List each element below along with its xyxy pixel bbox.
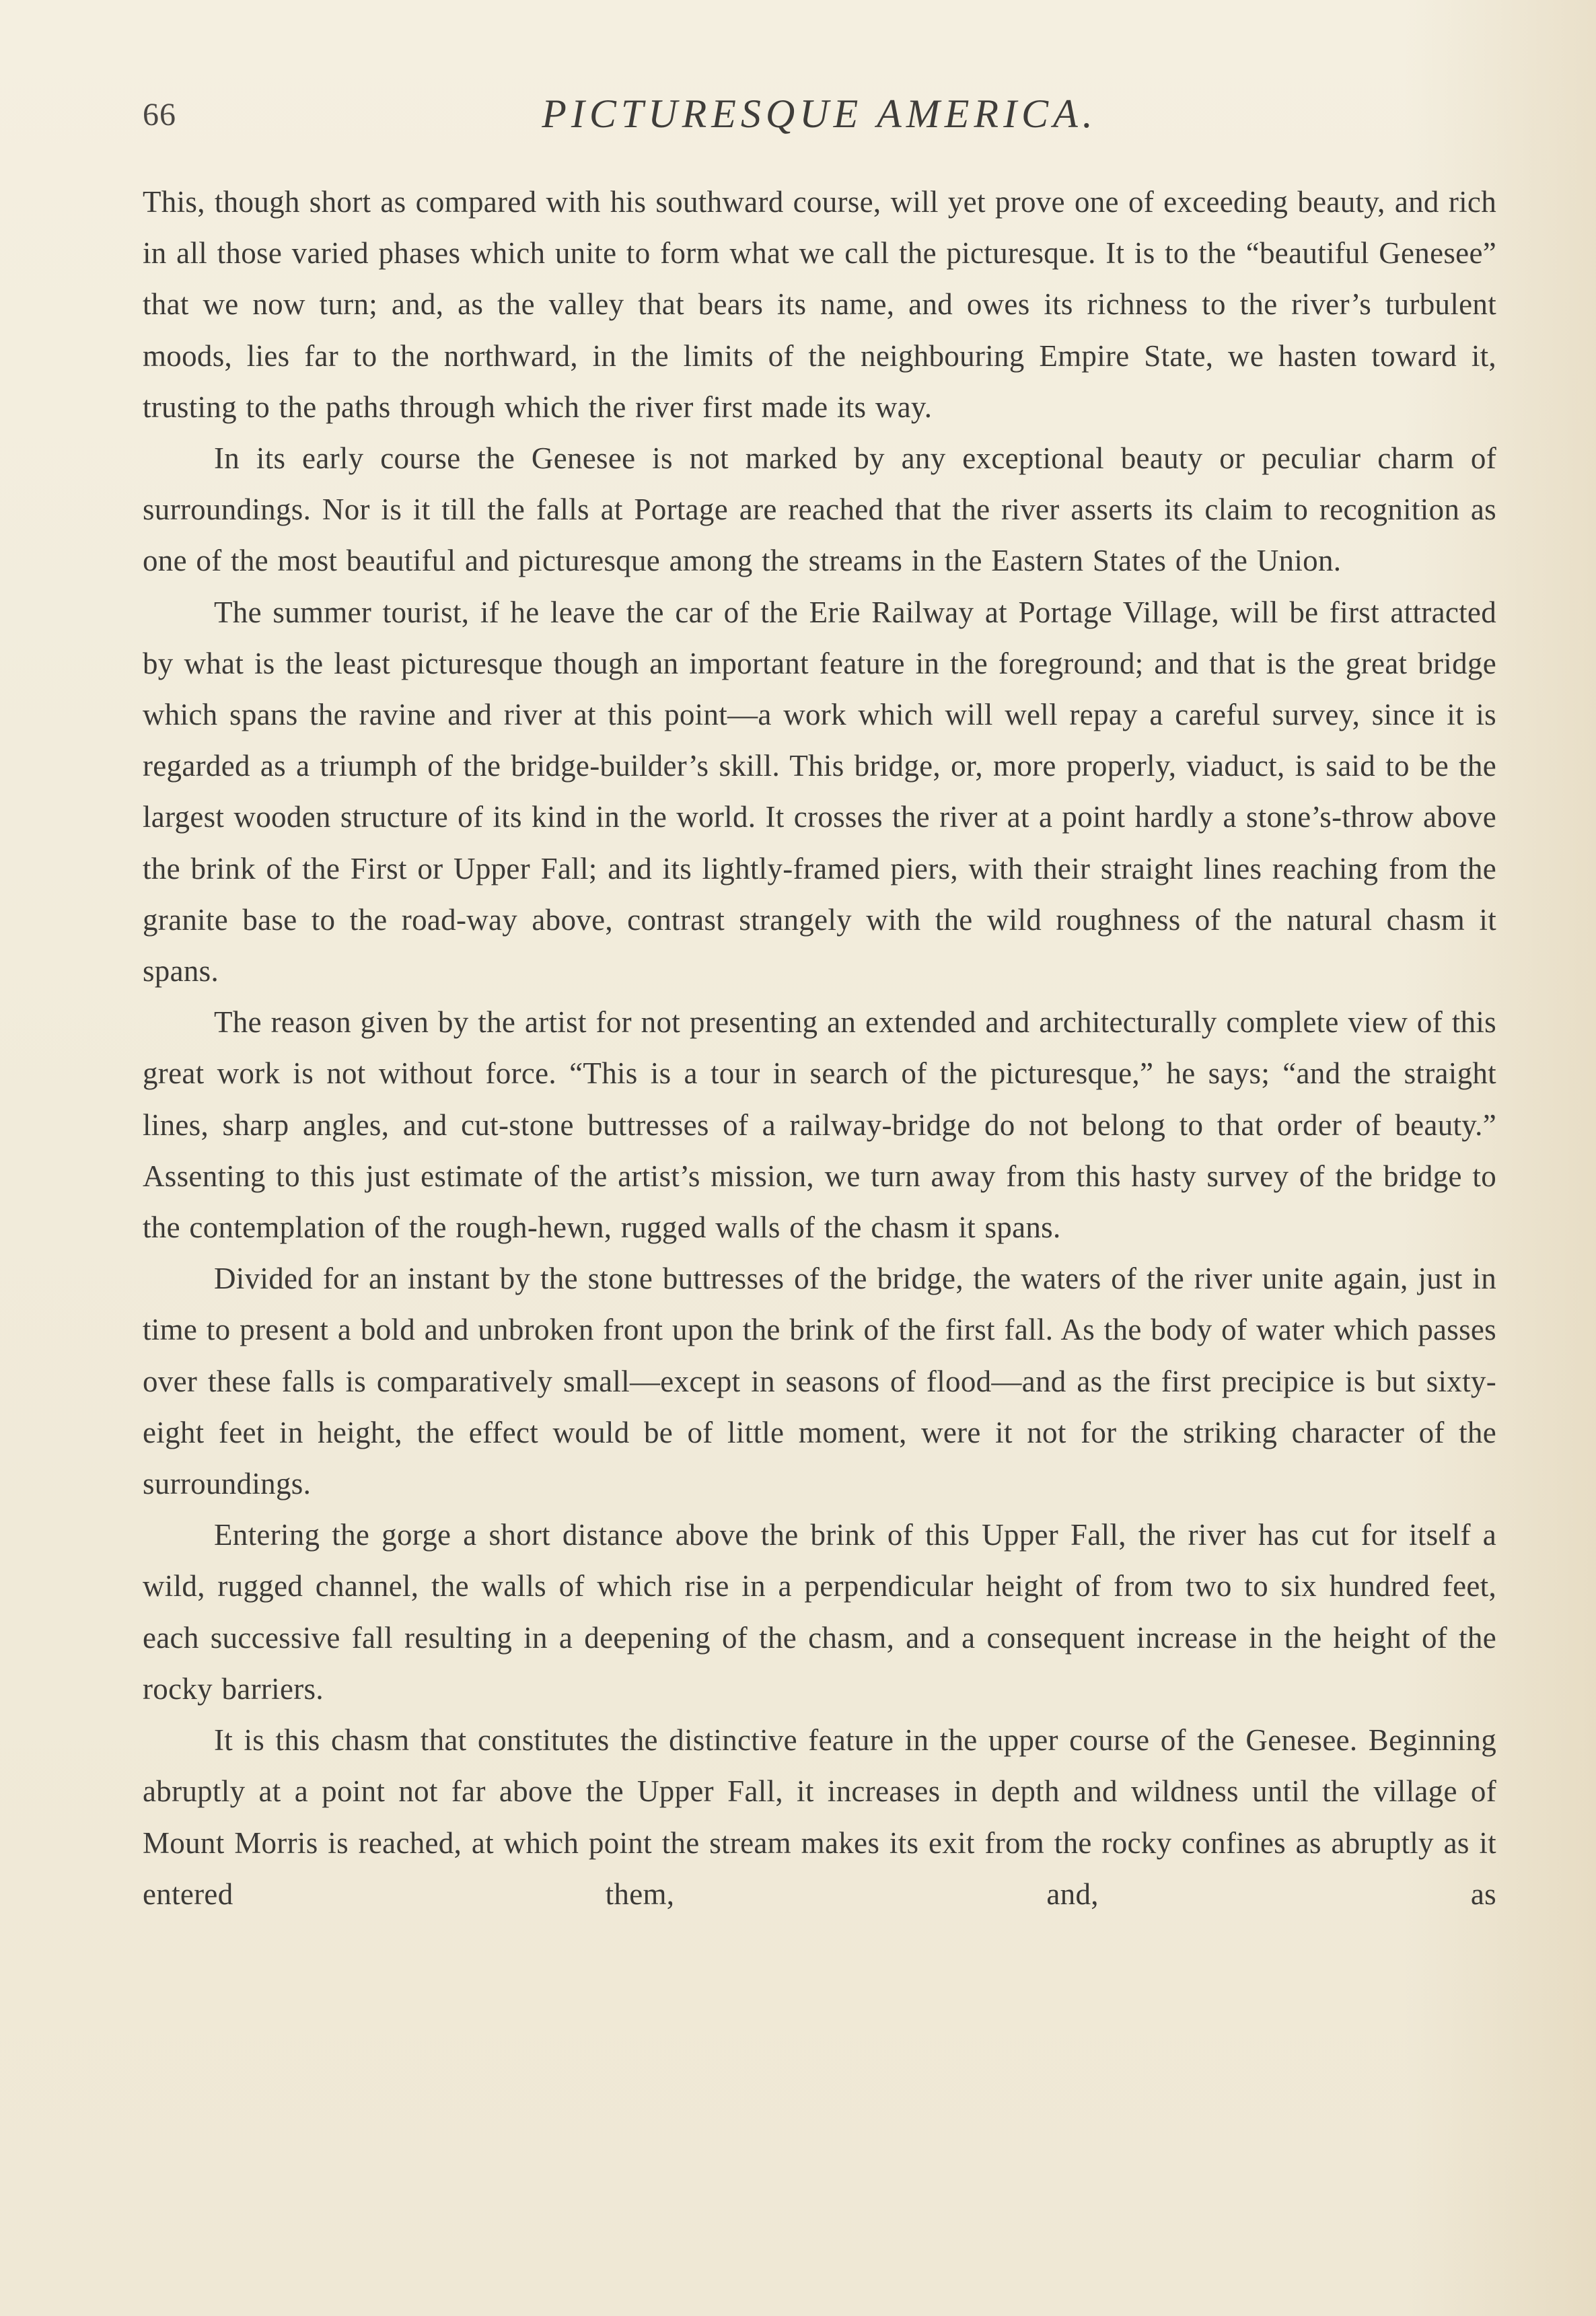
paragraph-5: Divided for an instant by the stone buttresses of the bridge, the waters of the river unite again, just in time to present a bold and unbroken front upon the brink of the first fall. As the body of water which passes over these falls is comparatively small—except in seasons of flood—and as the first precipice is but sixty-eight feet in height, the effect would be of little moment, were it not for the striking character of the surroundings. bbox=[143, 1262, 1496, 1501]
paragraph-2: In its early course the Genesee is not marked by any exceptional beauty or peculiar charm of surroundings. Nor is it till the falls at Portage are reached that the river asserts its claim to recognition as one of the most beautiful and picturesque among the streams in the Eastern States of the Union. bbox=[143, 441, 1496, 578]
paragraph-6: Entering the gorge a short distance above the brink of this Upper Fall, the river has cut for itself a wild, rugged channel, the walls of which rise in a perpendicular height of from two to six hundred feet, each successive fall resulting in a deepening of the chasm, and a consequent increase in the height of the rocky barriers. bbox=[143, 1518, 1496, 1706]
running-head: PICTURESQUE AMERICA. bbox=[542, 92, 1097, 136]
paragraph-4: The reason given by the artist for not presenting an extended and architecturally complete view of this great work is not without force. “This is a tour in search of the picturesque,” he says; “and the straight lines, sharp angles, and cut-stone buttresses of a railway-bridge do not belong to that order of beauty.” Assenting to this just estimate of the artist’s mission, we turn away from this hasty survey of the bridge to the contemplation of the rough-hewn, rugged walls of the chasm it spans. bbox=[143, 1005, 1496, 1245]
page-number: 66 bbox=[143, 97, 176, 133]
paragraph-7: It is this chasm that constitutes the distinctive feature in the upper course of the Genesee. Beginning abruptly at a point not far above the Upper Fall, it increases in depth and wildness until the village of Mount Morris is reached, at which point the stream makes its exit from the rocky confines as abruptly as it entered them, and, as bbox=[143, 1723, 1496, 1911]
paragraph-1: This, though short as compared with his southward course, will yet prove one of exceeding beauty, and rich in all those varied phases which unite to form what we call the picturesque. It is to the “beautiful Genesee” that we now turn; and, as the valley that bears its name, and owes its richness to the river’s turbulent moods, lies far to the northward, in the limits of the neighbouring Empire State, we hasten toward it, trusting to the paths through which the river first made its way. bbox=[143, 185, 1496, 424]
body-text bbox=[143, 176, 1496, 1920]
page-header bbox=[143, 91, 1496, 151]
paragraph-3: The summer tourist, if he leave the car of the Erie Railway at Portage Village, will be first attracted by what is the least picturesque though an important feature in the foreground; and that is the great bridge which spans the ravine and river at this point—a work which will well repay a careful survey, since it is regarded as a triumph of the bridge-builder’s skill. This bridge, or, more properly, viaduct, is said to be the largest wooden structure of its kind in the world. It crosses the river at a point hardly a stone’s-throw above the brink of the First or Upper Fall; and its lightly-framed piers, with their straight lines reaching from the granite base to the road-way above, contrast strangely with the wild roughness of the natural chasm it spans. bbox=[143, 595, 1496, 988]
